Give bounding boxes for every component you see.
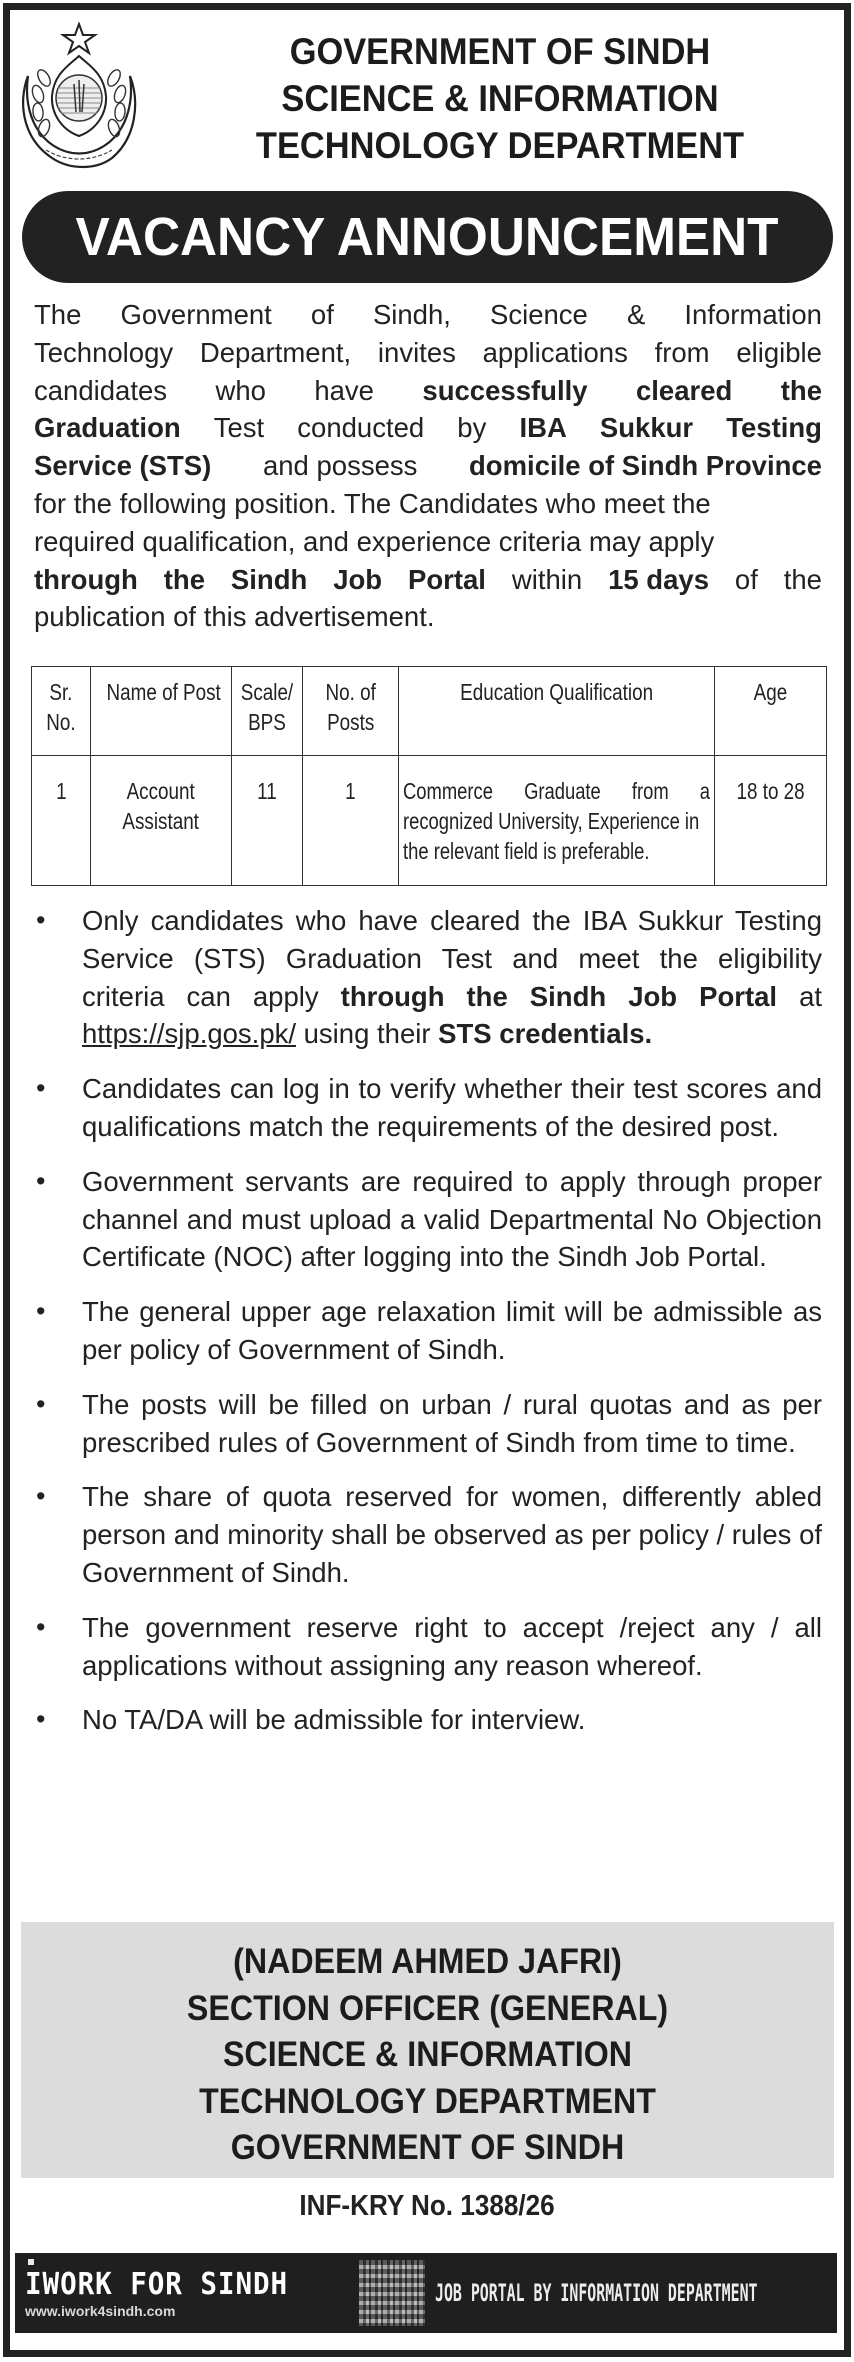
list-item: • The government reserve right to accept /reject any / all applications without assigning any reason whereof. — [34, 1609, 822, 1685]
brand-dot-icon — [28, 2259, 34, 2265]
intro-line-5: Service (STS) and possess domicile of Sindh Province — [34, 450, 822, 482]
sindh-emblem-icon — [16, 22, 142, 178]
intro-line-2: Technology Department, invites applications from eligible — [34, 336, 822, 368]
footer-brand: IWORK FOR SINDH — [25, 2267, 289, 2302]
bullet-icon: • — [36, 1296, 46, 1327]
bullet-icon: • — [36, 1704, 46, 1735]
cell-no-of-posts: 1 — [303, 756, 399, 886]
intro-paragraph — [34, 296, 822, 636]
bullet-icon: • — [36, 1165, 46, 1196]
bullet-icon: • — [36, 905, 46, 935]
portal-link[interactable]: https://sjp.gos.pk/ — [82, 1018, 296, 1050]
header-no-of-posts: No. of Posts — [303, 667, 399, 756]
intro-line-1: The Government of Sindh, Science & Information — [34, 299, 822, 330]
list-item: • The posts will be filled on urban / rural quotas and as per prescribed rules of Government of Sindh from time to time. — [34, 1386, 822, 1462]
signature-block — [21, 1922, 834, 2178]
footer-banner — [15, 2253, 837, 2333]
signatory-dept-line-1: SCIENCE & INFORMATION — [222, 2035, 633, 2074]
signatory-dept-line-2: TECHNOLOGY DEPARTMENT — [199, 2081, 656, 2121]
cell-qualification: Commerce Graduate from a recognized University, Experience in the relevant field is preferable. — [399, 756, 715, 886]
bullet-icon: • — [36, 1611, 46, 1642]
conditions-list — [34, 902, 822, 1756]
header-scale-bps: Scale/ BPS — [232, 667, 303, 756]
department-title — [202, 28, 797, 169]
intro-line-8: through the Sindh Job Portal within 15 days of the — [34, 563, 822, 595]
header-line-1: GOVERNMENT OF SINDH — [289, 31, 711, 72]
signatory-govt: GOVERNMENT OF SINDH — [230, 2128, 625, 2167]
table-header-row — [32, 667, 827, 756]
list-item: • The share of quota reserved for women, differently abled person and minority shall be observed as per policy / rules of Government of Sindh. — [34, 1478, 822, 1591]
cell-sr-no: 1 — [32, 756, 91, 886]
vacancy-banner — [22, 191, 833, 283]
vacancy-table — [31, 666, 827, 886]
intro-line-9: publication of this advertisement. — [34, 601, 435, 633]
intro-line-3: candidates who have successfully cleared the — [34, 374, 822, 406]
signatory-designation: SECTION OFFICER (GENERAL) — [186, 1988, 669, 2028]
bullet-icon: • — [36, 1073, 46, 1104]
signatory-name: (NADEEM AHMED JAFRI) — [233, 1942, 622, 1981]
bullet-icon: • — [36, 1481, 46, 1512]
qr-code-icon[interactable] — [359, 2260, 425, 2326]
intro-line-6: for the following position. The Candidates who meet the — [34, 487, 711, 519]
footer-tagline: JOB PORTAL BY INFORMATION DEPARTMENT — [435, 2279, 758, 2307]
cell-post-name: Account Assistant — [91, 756, 232, 886]
table-row — [32, 756, 827, 886]
list-item: • No TA/DA will be admissible for interview. — [34, 1701, 822, 1739]
cell-scale: 11 — [232, 756, 303, 886]
header-line-2: SCIENCE & INFORMATION — [281, 78, 719, 119]
intro-line-7: required qualification, and experience criteria may apply — [34, 525, 715, 557]
header-education-qualification: Education Qualification — [399, 667, 715, 756]
footer-website[interactable]: www.iwork4sindh.com — [25, 2303, 176, 2319]
reference-number: INF-KRY No. 1388/26 — [299, 2190, 555, 2222]
bullet-icon: • — [36, 1388, 46, 1419]
header-age: Age — [715, 667, 827, 756]
list-item: • Government servants are required to apply through proper channel and must upload a valid Departmental No Objection Certificate (NOC) after logging into the Sindh Job Portal. — [34, 1163, 822, 1276]
banner-title: VACANCY ANNOUNCEMENT — [75, 207, 780, 267]
list-item: • The general upper age relaxation limit will be admissible as per policy of Government of Sindh. — [34, 1293, 822, 1369]
list-item: • Only candidates who have cleared the IBA Sukkur Testing Service (STS) Graduation Test and meet the eligibility criteria can apply through the Sindh Job Portal at https://sjp.gos.pk/ using their STS credentials. — [34, 902, 822, 1053]
header-name-of-post: Name of Post — [91, 667, 232, 756]
list-item: • Candidates can log in to verify whether their test scores and qualifications match the requirements of the desired post. — [34, 1070, 822, 1146]
header-line-3: TECHNOLOGY DEPARTMENT — [255, 125, 745, 166]
intro-line-4: Graduation Test conducted by IBA Sukkur Testing — [34, 412, 822, 444]
cell-age: 18 to 28 — [715, 756, 827, 886]
header-sr-no: Sr. No. — [32, 667, 91, 756]
